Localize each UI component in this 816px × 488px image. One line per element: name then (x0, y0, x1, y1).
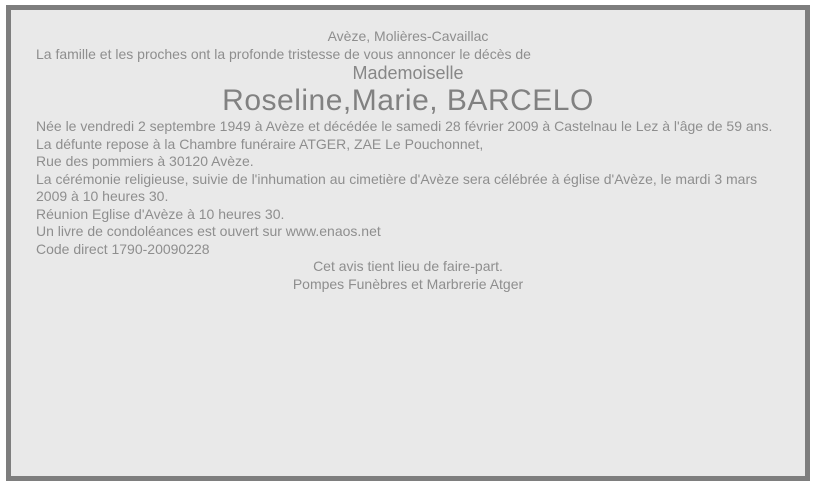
code-direct-line: Code direct 1790-20090228 (36, 240, 210, 257)
faire-part-line: Cet avis tient lieu de faire-part. (313, 258, 503, 274)
repose-line-2: Rue des pommiers à 30120 Avèze. (36, 153, 254, 169)
deceased-name: Roseline,Marie, BARCELO (222, 84, 594, 117)
ceremony-line: La cérémonie religieuse, suivie de l'inhumation au cimetière d'Avèze sera célébrée à église d'Avèze, le mardi 3 mars 2009 à 10 heures 30. (36, 170, 758, 204)
location-line: Avèze, Molières-Cavaillac (327, 28, 489, 44)
announcement-intro: La famille et les proches ont la profonde tristesse de vous annoncer le décès de (36, 45, 531, 62)
repose-line-1: La défunte repose à la Chambre funéraire ATGER, ZAE Le Pouchonnet, (36, 135, 484, 152)
death-notice (6, 5, 810, 481)
condolences-line: Un livre de condoléances est ouvert sur www.enaos.net (36, 223, 381, 239)
civility-title: Mademoiselle (352, 63, 464, 83)
meeting-line: Réunion Eglise d'Avèze à 10 heures 30. (36, 205, 285, 222)
funeral-home-line: Pompes Funèbres et Marbrerie Atger (292, 275, 524, 292)
birth-death-line: Née le vendredi 2 septembre 1949 à Avèze et décédée le samedi 28 février 2009 à Castelnau le Lez à l'âge de 59 ans. (36, 118, 773, 134)
